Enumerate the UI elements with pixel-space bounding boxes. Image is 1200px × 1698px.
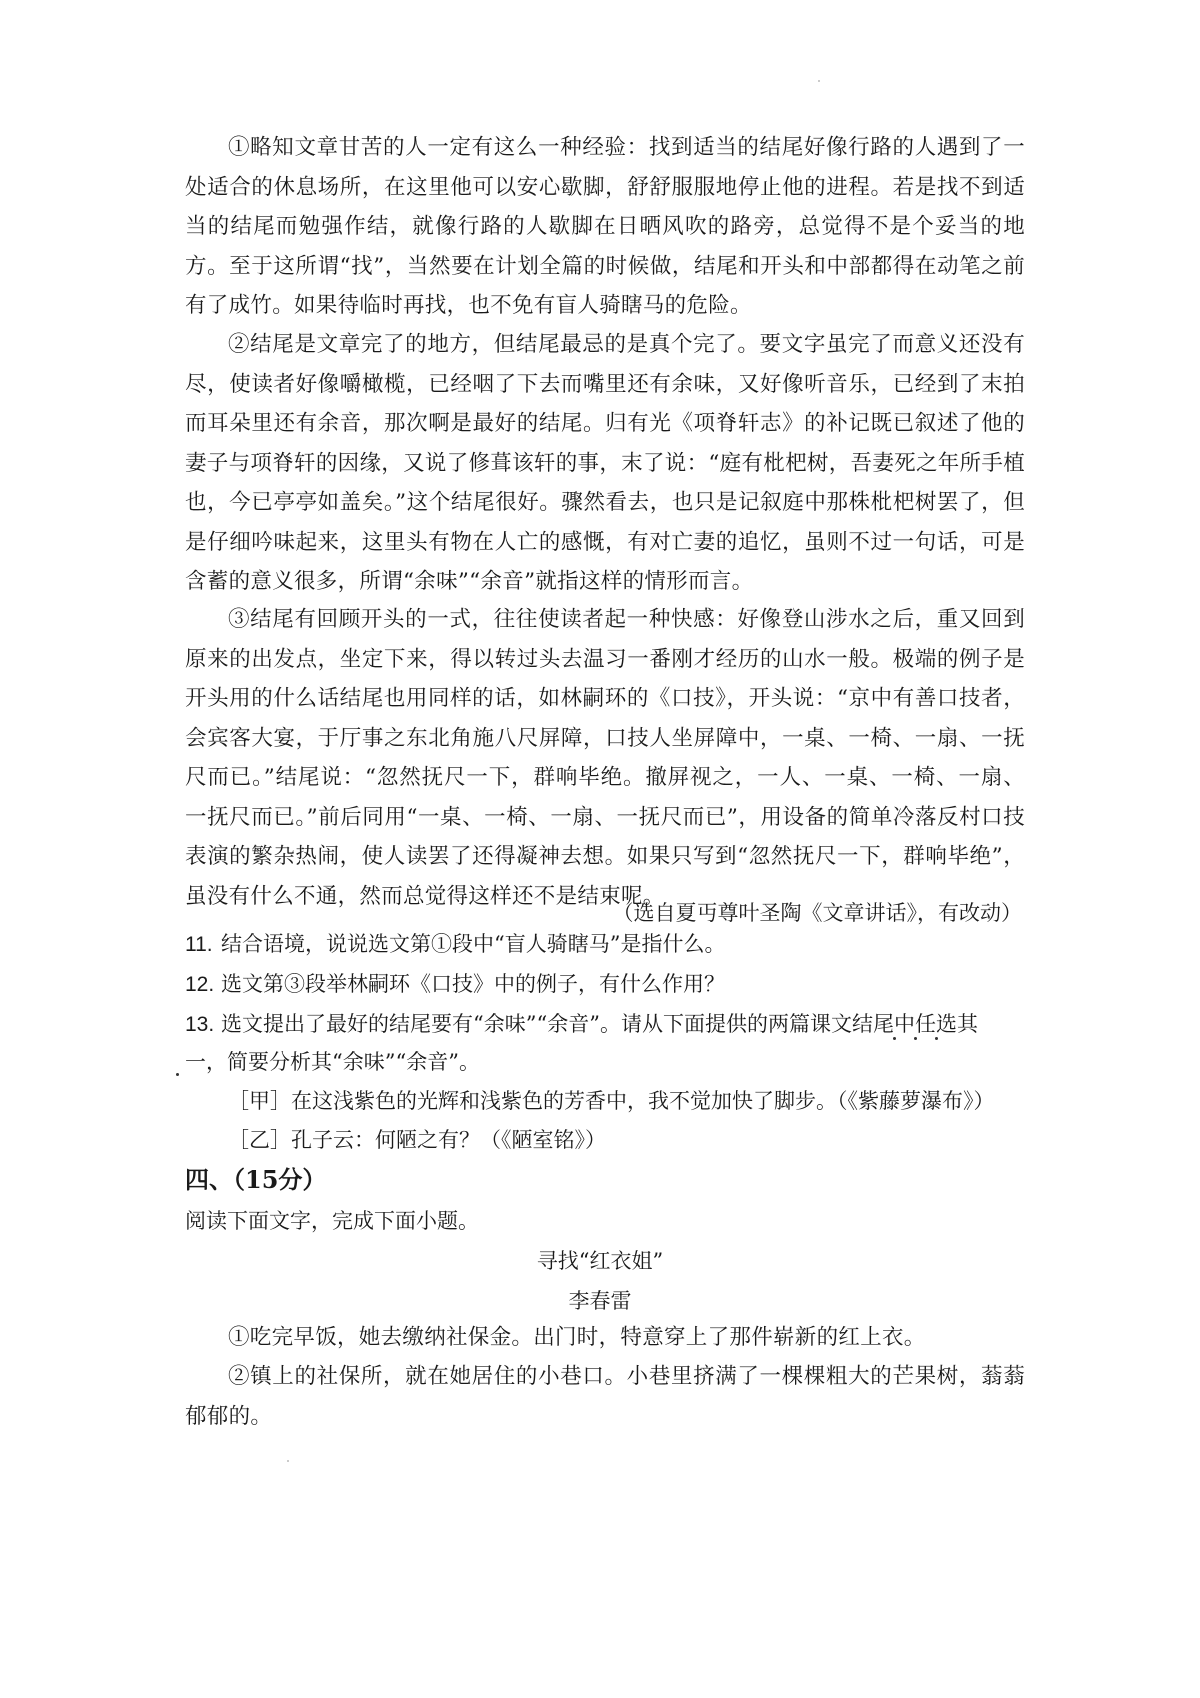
- passage-paragraph-3: ③结尾有回顾开头的一式，往往使读者起一种快感：好像登山涉水之后，重又回到原来的出发点，坐定下来，得以转过头去温习一番刚才经历的山水一般。极端的例子是开头用的什么话结尾也用同样的话，如林嗣环的《口技》，开头说：“京中有善口技者，会宾客大宴，于厅事之东北角施八尺屏障，口技人坐屏障中，一桌、一椅、一扇、一抚尺而已。”结尾说：“忽然抚尺一下，群响毕绝。撤屏视之，一人、一桌、一椅、一扇、一抚尺而已。”前后同用“一桌、一椅、一扇、一抚尺而已”，用设备的简单冷落反村口技表演的繁杂热闹，使人读罢了还得凝神去想。如果只写到“忽然抚尺一下，群响毕绝”，虽没有什么不通，然而总觉得这样还不是结束呢。: [185, 607, 1025, 909]
- question-number: 12.: [185, 973, 215, 996]
- article-paragraph-1: ①吃完早饭，她去缴纳社保金。出门时，特意穿上了那件崭新的红上衣。: [228, 1325, 926, 1350]
- question-text: 结合语境，说说选文第①段中“盲人骑瞎马”是指什么。: [221, 932, 726, 956]
- question-11: [185, 925, 1025, 965]
- question-number: 13.: [185, 1013, 215, 1036]
- scan-speck: [287, 1460, 289, 1462]
- question-number: 11.: [185, 933, 213, 956]
- option-jia: ［甲］在这浅紫色的光辉和浅紫色的芳香中，我不觉加快了脚步。（《紫藤萝瀑布》）: [228, 1089, 995, 1113]
- emphasis-dot: [914, 1037, 917, 1040]
- emphasis-dot: [893, 1037, 896, 1040]
- passage-paragraph-1: ①略知文章甘苦的人一定有这么一种经验：找到适当的结尾好像行路的人遇到了一处适合的休息场所，在这里他可以安心歇脚，舒舒服服地停止他的进程。若是找不到适当的结尾而勉强作结，就像行路的人歇脚在日晒风吹的路旁，总觉得不是个妥当的地方。至于这所谓“找”，当然要在计划全篇的时候做，结尾和开头和中部都得在动笔之前有了成竹。如果待临时再找，也不免有盲人骑瞎马的危险。: [185, 135, 1025, 318]
- article-paragraph-2: ②镇上的社保所，就在她居住的小巷口。小巷里挤满了一棵棵粗大的芒果树，蓊蓊郁郁的。: [185, 1364, 1025, 1429]
- question-13: [185, 1005, 1025, 1045]
- article-author: 李春雷: [568, 1289, 632, 1313]
- question-13-continuation: 一，简要分析其“余味”“余音”。: [185, 1050, 480, 1074]
- passage-paragraph-2: ②结尾是文章完了的地方，但结尾最忌的是真个完了。要文字虽完了而意义还没有尽，使读者好像嚼橄榄，已经咽了下去而嘴里还有余味，又好像听音乐，已经到了末拍而耳朵里还有余音，那次啊是最好的结尾。归有光《项脊轩志》的补记既已叙述了他的妻子与项脊轩的因缘，又说了修葺该轩的事，末了说：“庭有枇杷树，吾妻死之年所手植也，今已亭亭如盖矣。”这个结尾很好。骤然看去，也只是记叙庭中那株枇杷树罢了，但是仔细吟味起来，这里头有物在人亡的感慨，有对亡妻的追忆，虽则不过一句话，可是含蓄的意义很多，所谓“余味”“余音”就指这样的情形而言。: [185, 332, 1025, 594]
- question-12: [185, 965, 1025, 1005]
- question-text-line1: 选文提出了最好的结尾要有“余味”“余音”。请从下面提供的两篇课文结尾中任选其: [221, 1012, 978, 1036]
- option-yi: ［乙］孔子云：何陋之有？（《陋室铭》）: [228, 1128, 606, 1152]
- emphasis-dot: [176, 1073, 179, 1076]
- scan-speck: [818, 80, 820, 82]
- section-4-instruction: 阅读下面文字，完成下面小题。: [185, 1209, 479, 1233]
- question-text: 选文第③段举林嗣环《口技》中的例子，有什么作用？: [221, 972, 725, 996]
- section-4-heading: 四、（15分）: [185, 1165, 327, 1194]
- passage-source: （选自夏丏尊叶圣陶《文章讲话》，有改动）: [612, 901, 1022, 925]
- emphasis-dot: [935, 1037, 938, 1040]
- article-title: 寻找“红衣姐”: [536, 1249, 664, 1273]
